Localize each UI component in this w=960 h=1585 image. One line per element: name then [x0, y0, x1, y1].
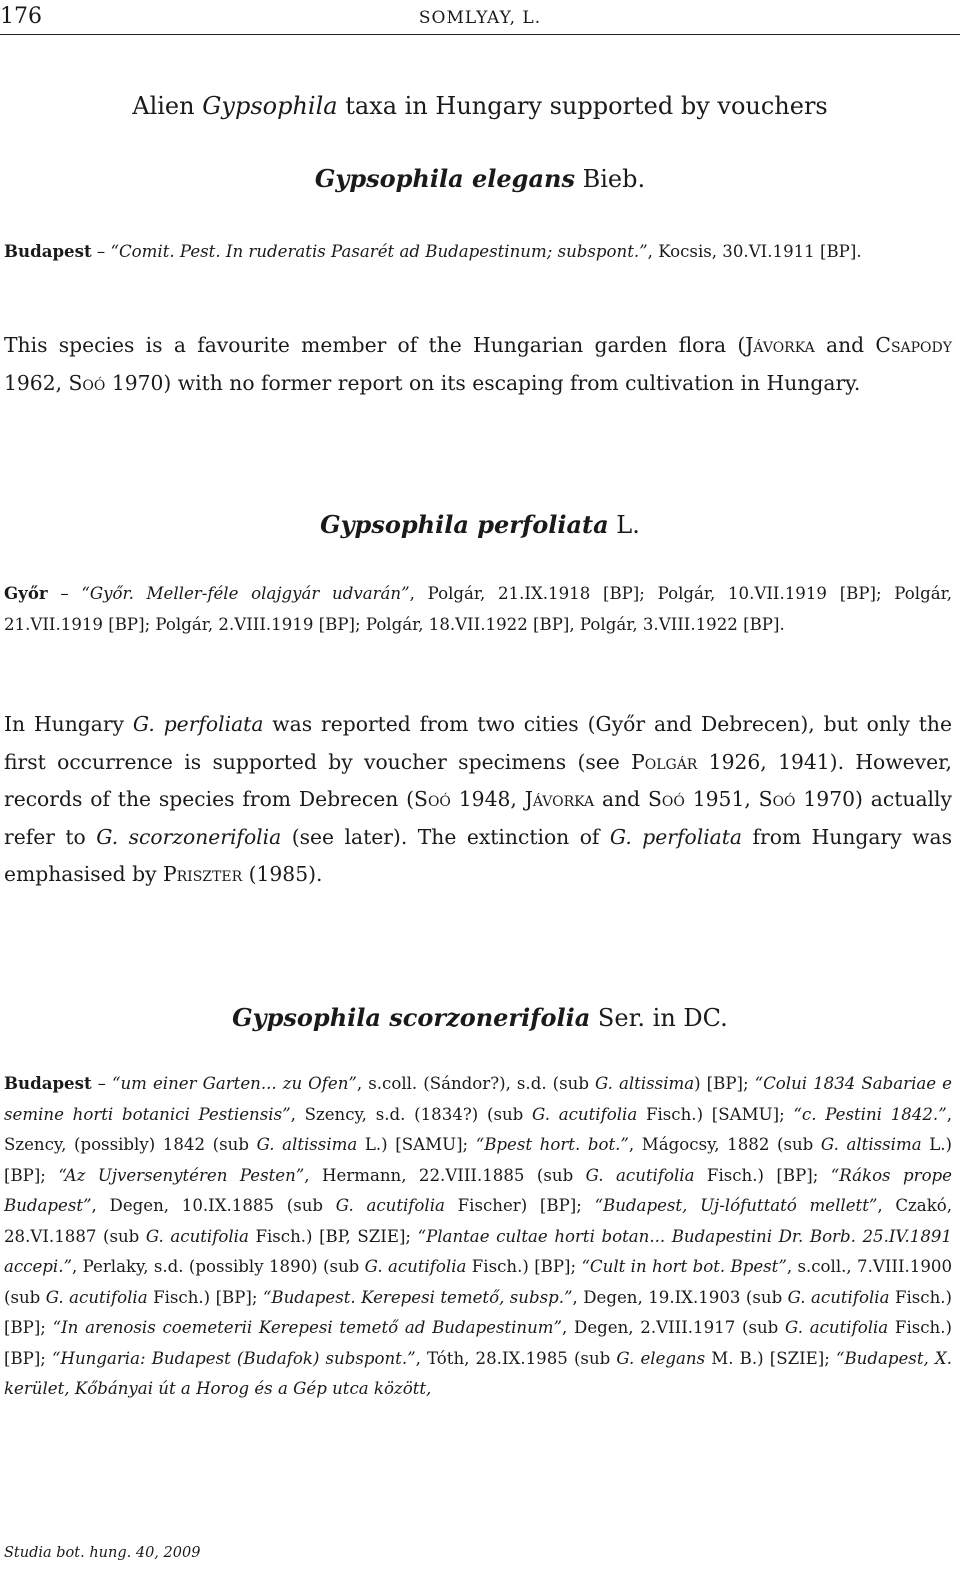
- species-heading-scorzonerifolia: Gypsophila scorzonerifolia Ser. in DC.: [232, 1003, 728, 1032]
- page-number: 176: [0, 4, 42, 29]
- page-header: [0, 4, 960, 35]
- running-head: SOMLYAY, L.: [418, 8, 542, 28]
- species-heading-perfoliata: Gypsophila perfoliata L.: [320, 510, 640, 539]
- journal-footer: Studia bot. hung. 40, 2009: [4, 1545, 201, 1561]
- voucher-paragraph-scorzonerifolia: Budapest – “um einer Garten... zu Ofen”, s.coll. (Sándor?), s.d. (sub G. altissima) [BP]; “Colui 1834 Sabariae e semine horti botanici Pestiensis”, Szency, s.d. (1834?) (sub G. acutifolia Fisch.) [SAMU]; “c. Pestini 1842.”, Szency, (possibly) 1842 (sub G. altissima L.) [SAMU]; “Bpest hort. bot.”, Mágocsy, 1882 (sub G. altissima L.) [BP]; “Az Ujversenytéren Pesten”, Hermann, 22.VIII.1885 (sub G. acutifolia Fisch.) [BP]; “Rákos prope Budapest”, Degen, 10.IX.1885 (sub G. acutifolia Fischer) [BP]; “Budapest, Uj-lófuttató mellett”, Czakó, 28.VI.1887 (sub G. acutifolia Fisch.) [BP, SZIE]; “Plantae cultae horti botan... Budapestini Dr. Borb. 25.IV.1891 accepi.”, Perlaky, s.d. (possibly 1890) (sub G. acutifolia Fisch.) [BP]; “Cult in hort bot. Bpest”, s.coll., 7.VIII.1900 (sub G. acutifolia Fisch.) [BP]; “Budapest. Kerepesi temető, subsp.”, Degen, 19.IX.1903 (sub G. acutifolia Fisch.) [BP]; “In arenosis coemeterii Kerepesi temető ad Budapestinum”, Degen, 2.VIII.1917 (sub G. acutifolia Fisch.) [BP]; “Hungaria: Budapest (Budafok) subspont.”, Tóth, 28.IX.1985 (sub G. elegans M. B.) [SZIE]; “Budapest, X. kerület, Kőbányai út a Horog és a Gép utca között,: [4, 1073, 953, 1398]
- section-title: Alien Gypsophila taxa in Hungary supported by vouchers: [132, 92, 828, 120]
- voucher-paragraph-elegans: Budapest – “Comit. Pest. In ruderatis Pasarét ad Budapestinum; subspont.”, Kocsis, 30.VI.1911 [BP].: [4, 241, 862, 261]
- voucher-paragraph-perfoliata: Győr – “Győr. Meller-féle olajgyár udvarán”, Polgár, 21.IX.1918 [BP]; Polgár, 10.VII.1919 [BP]; Polgár, 21.VII.1919 [BP]; Polgár, 2.VIII.1919 [BP]; Polgár, 18.VII.1922 [BP], Polgár, 3.VIII.1922 [BP].: [4, 583, 952, 634]
- species-heading-elegans: Gypsophila elegans Bieb.: [314, 164, 646, 193]
- discussion-paragraph-perfoliata: In Hungary G. perfoliata was reported from two cities (Győr and Debrecen), but only the first occurrence is supported by voucher specimens (see Polgár 1926, 1941). However, records of the species from Debrecen (Soó 1948, Jávorka and Soó 1951, Soó 1970) actually refer to G. scorzonerifolia (see later). The extinction of G. perfoliata from Hungary was emphasised by Priszter (1985).: [4, 712, 952, 886]
- discussion-paragraph-elegans: This species is a favourite member of the Hungarian garden flora (Jávorka and Csapody 1962, Soó 1970) with no former report on its escaping from cultivation in Hungary.: [4, 333, 953, 395]
